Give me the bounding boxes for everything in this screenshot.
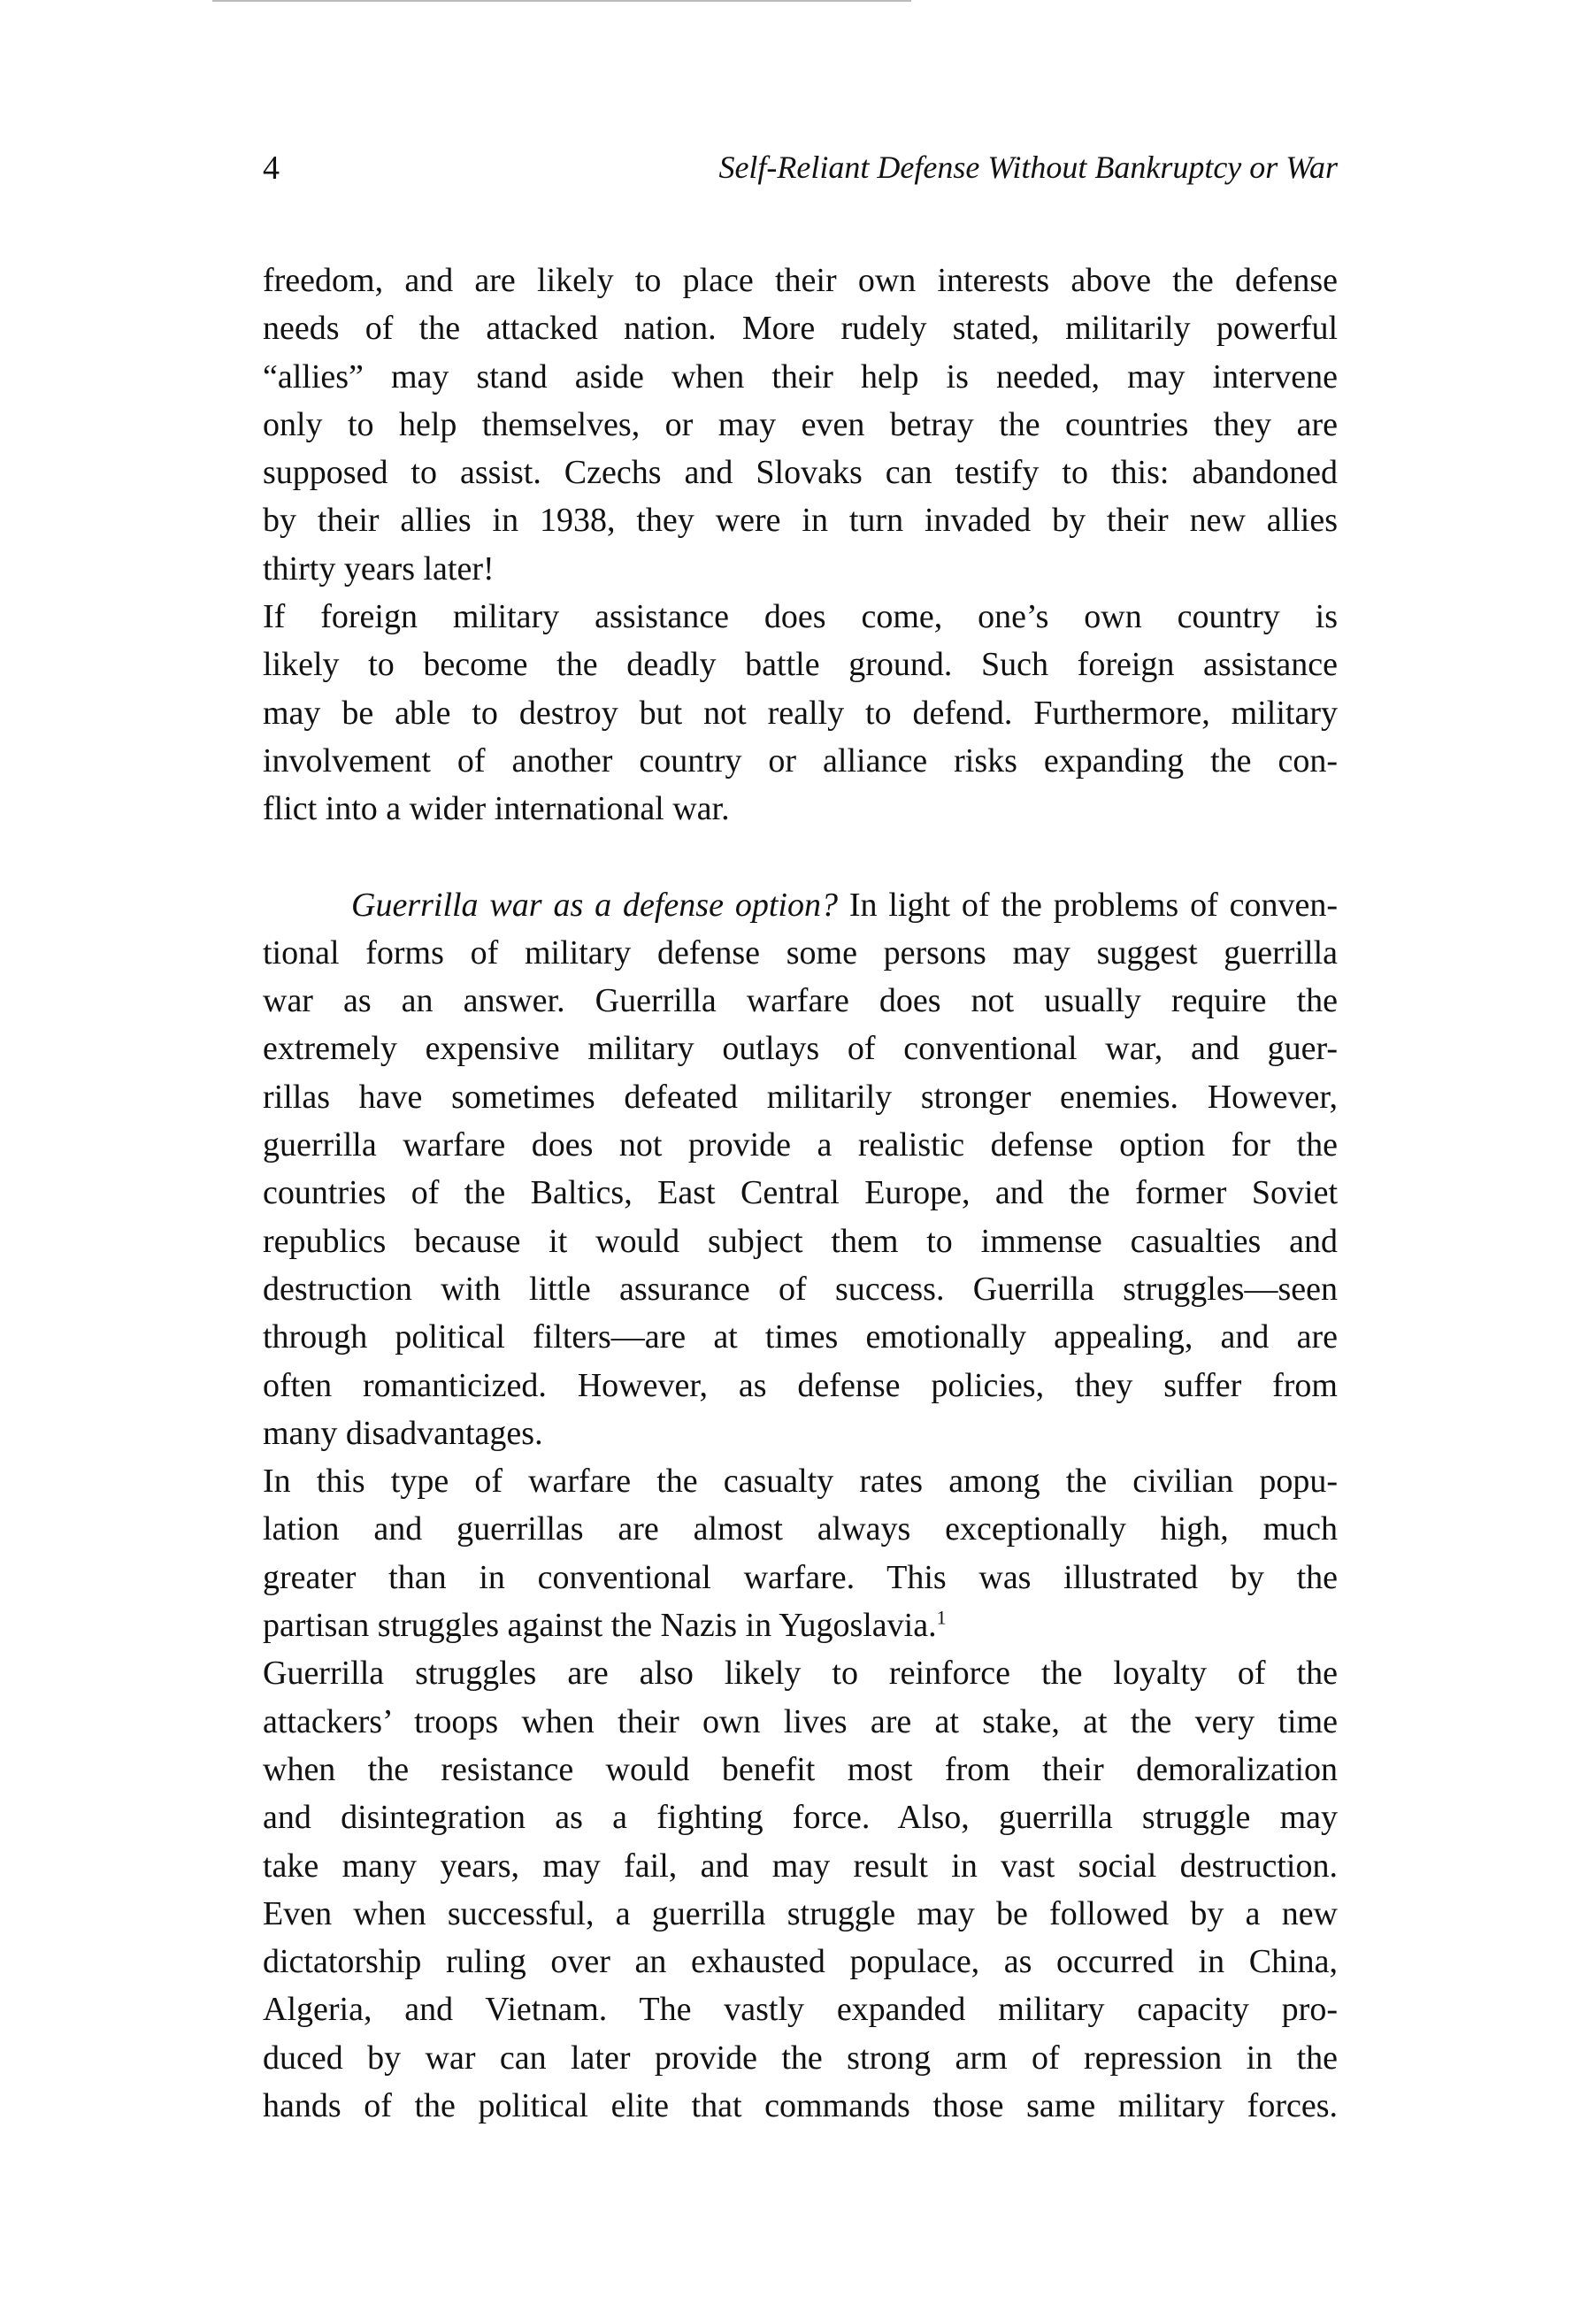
text-line: If foreign military assistance does come, one’s own country is [263, 598, 1338, 636]
text-line: In this type of warfare the casualty rates among the civilian popu- [263, 1463, 1338, 1501]
text-line: countries of the Baltics, East Central Europe, and the former Soviet [263, 1174, 1338, 1212]
text-line: Guerrilla war as a defense option? In light of the problems of conven- [351, 886, 1338, 924]
page-header [263, 149, 1338, 193]
text-line: Guerrilla struggles are also likely to reinforce the loyalty of the [263, 1655, 1338, 1693]
text-line: many disadvantages. [263, 1414, 543, 1452]
text-line: may be able to destroy but not really to defend. Furthermore, military [263, 694, 1338, 732]
text-line: often romanticized. However, as defense policies, they suffer from [263, 1366, 1338, 1404]
text-line: duced by war can later provide the strong arm of repression in the [263, 2039, 1338, 2077]
scan-edge-line [212, 0, 911, 2]
text-line: likely to become the deadly battle ground. Such foreign assistance [263, 646, 1338, 684]
text-line: by their allies in 1938, they were in turn invaded by their new allies [263, 502, 1338, 540]
paragraph-gap [263, 833, 1338, 881]
text-line: rillas have sometimes defeated militarily stronger enemies. However, [263, 1078, 1338, 1116]
text-line: and disintegration as a fighting force. Also, guerrilla struggle may [263, 1799, 1338, 1837]
text-line: attackers’ troops when their own lives are at stake, at the very time [263, 1702, 1338, 1740]
text-line: flict into a wider international war. [263, 790, 730, 828]
text-line: through political filters—are at times emotionally appealing, and are [263, 1318, 1338, 1356]
text-line: supposed to assist. Czechs and Slovaks can testify to this: abandoned [263, 454, 1338, 492]
running-title: Self-Reliant Defense Without Bankruptcy or War [718, 150, 1338, 185]
text-line: guerrilla warfare does not provide a realistic defense option for the [263, 1126, 1338, 1164]
text-line: take many years, may fail, and may result in vast social destruction. [263, 1847, 1338, 1885]
text-line: when the resistance would benefit most from their demoralization [263, 1750, 1338, 1788]
text-line: republics because it would subject them to immense casualties and [263, 1222, 1338, 1260]
text-line: hands of the political elite that commands those same military forces. [263, 2086, 1338, 2124]
page-number: 4 [263, 150, 280, 187]
text-line: thirty years later! [263, 549, 495, 588]
text-line: dictatorship ruling over an exhausted populace, as occurred in China, [263, 1943, 1338, 1981]
text-line: lation and guerrillas are almost always exceptionally high, much [263, 1510, 1338, 1548]
text-line: Algeria, and Vietnam. The vastly expanded military capacity pro- [263, 1991, 1338, 2029]
text-line: tional forms of military defense some persons may suggest guerrilla [263, 933, 1338, 972]
text-line: freedom, and are likely to place their own interests above the defense [263, 262, 1338, 299]
text-line: Even when successful, a guerrilla struggle may be followed by a new [263, 1894, 1338, 1932]
text-line: involvement of another country or alliance risks expanding the con- [263, 741, 1338, 780]
page-body [263, 257, 1338, 2130]
text-line: greater than in conventional warfare. This was illustrated by the [263, 1558, 1338, 1596]
text-line: needs of the attacked nation. More rudely stated, militarily powerful [263, 310, 1338, 348]
text-line: “allies” may stand aside when their help is needed, may intervene [263, 357, 1338, 396]
footnote-marker: 1 [936, 1606, 947, 1629]
text-line: extremely expensive military outlays of conventional war, and guer- [263, 1030, 1338, 1068]
section-lead: Guerrilla war as a defense option? [351, 886, 838, 924]
text-line: war as an answer. Guerrilla warfare does not usually require the [263, 982, 1338, 1020]
text-line: only to help themselves, or may even betray the countries they are [263, 405, 1338, 443]
text-line: destruction with little assurance of success. Guerrilla struggles—seen [263, 1270, 1338, 1308]
text-line: partisan struggles against the Nazis in Yugoslavia.$^1$ [263, 1606, 947, 1645]
